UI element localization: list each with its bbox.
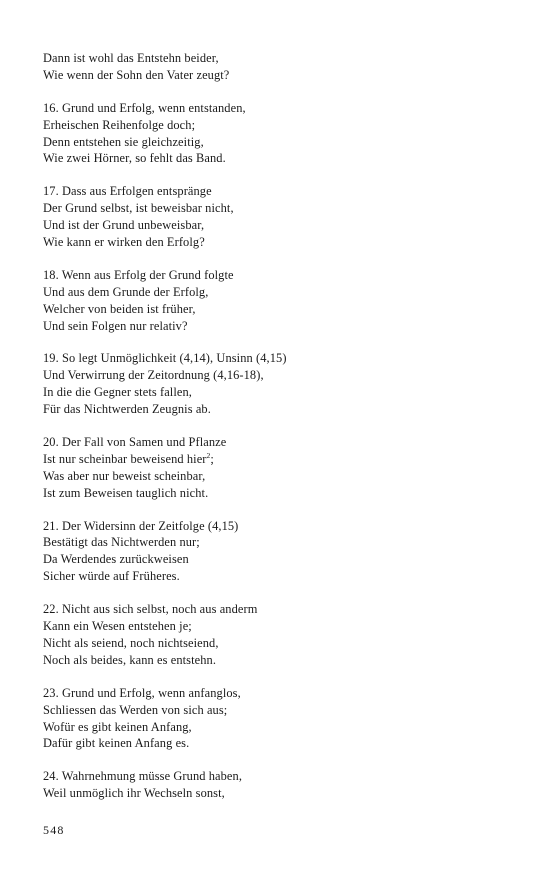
verse-line: Wie zwei Hörner, so fehlt das Band.: [43, 151, 226, 166]
verse-line: 16. Grund und Erfolg, wenn entstanden,: [43, 100, 246, 115]
stanza-18: [43, 267, 513, 335]
verse-line: 17. Dass aus Erfolgen entspränge: [43, 184, 212, 199]
verse-line: 19. So legt Unmöglichkeit (4,14), Unsinn (4,15): [43, 351, 287, 366]
stanza-23: [43, 685, 513, 753]
verse-line-text: Ist nur scheinbar beweisend hier: [43, 451, 207, 466]
verse-line: 18. Wenn aus Erfolg der Grund folgte: [43, 267, 234, 282]
verse-line: Schliessen das Werden von sich aus;: [43, 702, 228, 717]
verse-line: Noch als beides, kann es entstehn.: [43, 652, 217, 667]
verse-line: Wie wenn der Sohn den Vater zeugt?: [43, 67, 230, 82]
verse-line: Und Verwirrung der Zeitordnung (4,16-18),: [43, 368, 264, 383]
verse-line: Und ist der Grund unbeweisbar,: [43, 218, 205, 233]
verse-line: 24. Wahrnehmung müsse Grund haben,: [43, 769, 243, 784]
verse-line: Wie kann er wirken den Erfolg?: [43, 235, 205, 250]
verse-line: Welcher von beiden ist früher,: [43, 301, 196, 316]
verse-line: Und aus dem Grunde der Erfolg,: [43, 284, 209, 299]
stanza-17: [43, 183, 513, 251]
verse-line: Dafür gibt keinen Anfang es.: [43, 736, 190, 751]
verse-line: Kann ein Wesen entstehen je;: [43, 619, 192, 634]
verse-line: Nicht als seiend, noch nichtseiend,: [43, 635, 219, 650]
stanza-19: [43, 350, 513, 418]
verse-line: Da Werdendes zurückweisen: [43, 552, 189, 567]
verse-line: 21. Der Widersinn der Zeitfolge (4,15): [43, 518, 239, 533]
stanza-21: [43, 518, 513, 586]
verse-line: Und sein Folgen nur relativ?: [43, 318, 188, 333]
verse-line: 23. Grund und Erfolg, wenn anfanglos,: [43, 685, 241, 700]
verse-line: Sicher würde auf Früheres.: [43, 569, 180, 584]
stanza-22: [43, 601, 513, 669]
verse-line: Ist zum Beweisen tauglich nicht.: [43, 485, 209, 500]
verse-line: Der Grund selbst, ist beweisbar nicht,: [43, 201, 234, 216]
verse-line: In die die Gegner stets fallen,: [43, 385, 192, 400]
stanza-20: [43, 434, 513, 502]
page-number: 548: [43, 823, 65, 837]
verse-line: 22. Nicht aus sich selbst, noch aus anderm: [43, 602, 258, 617]
verse-line: Erheischen Reihenfolge doch;: [43, 117, 196, 132]
verse-line: Was aber nur beweist scheinbar,: [43, 468, 206, 483]
stanza-24: [43, 768, 513, 802]
verse-line: Denn entstehen sie gleichzeitig,: [43, 134, 204, 149]
verse-line: Wofür es gibt keinen Anfang,: [43, 719, 192, 734]
stanza-15-continuation: [43, 50, 513, 84]
verse-line: Weil unmöglich ihr Wechseln sonst,: [43, 786, 225, 801]
verse-line-with-footnote: [43, 451, 513, 468]
verse-line: Dann ist wohl das Entstehn beider,: [43, 51, 219, 65]
footnote-marker[interactable]: 2: [206, 450, 211, 460]
verse-line: Für das Nichtwerden Zeugnis ab.: [43, 402, 211, 417]
stanza-16: [43, 100, 513, 168]
verse-text: [43, 50, 513, 818]
line-punctuation: ;: [210, 451, 214, 466]
verse-line: 20. Der Fall von Samen und Pflanze: [43, 435, 227, 450]
verse-line: Bestätigt das Nichtwerden nur;: [43, 535, 200, 550]
